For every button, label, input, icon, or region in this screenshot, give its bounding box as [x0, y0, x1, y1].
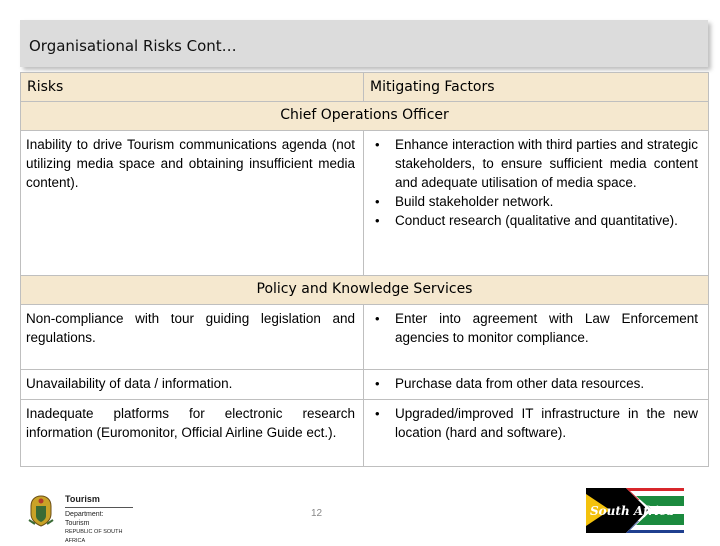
mitigation-item: • Enhance interaction with third parties and strategic stakeholders, to ensure sufficient media content and adequate utilisation of media space. — [375, 137, 698, 190]
bullet-icon: • — [375, 194, 380, 209]
risk-cell: Inadequate platforms for electronic research information (Euromonitor, Official Airline Guide ect.). — [21, 400, 364, 467]
bullet-icon: • — [375, 406, 380, 421]
mitigation-item: • Upgraded/improved IT infrastructure in the new location (hard and software). — [375, 406, 698, 440]
mitigation-cell — [364, 305, 709, 370]
section-header: Chief Operations Officer — [21, 102, 709, 131]
svg-text:South Africa: South Africa — [590, 504, 675, 518]
bullet-icon: • — [375, 137, 380, 152]
risks-column-header: Risks — [21, 73, 364, 102]
mitigation-item: • Build stakeholder network. — [375, 194, 554, 209]
mitigation-cell — [364, 370, 709, 400]
tourism-department-logo — [25, 491, 143, 544]
mitigating-column-header: Mitigating Factors — [364, 73, 709, 102]
slide-title-bar — [20, 20, 708, 67]
dept-name: Tourism — [65, 494, 100, 504]
mitigation-cell — [364, 131, 709, 276]
bullet-icon: • — [375, 376, 380, 391]
risk-table — [20, 72, 709, 467]
dept-line3: REPUBLIC OF SOUTH AFRICA — [65, 529, 123, 544]
table-row — [21, 370, 709, 400]
mitigation-cell — [364, 400, 709, 467]
table-row — [21, 131, 709, 276]
dept-line1: Department: — [65, 511, 104, 518]
table-row — [21, 400, 709, 467]
page-number: 12 — [311, 508, 323, 519]
bullet-icon: • — [375, 213, 380, 228]
slide-title: Organisational Risks Cont… — [29, 37, 237, 55]
dept-line2: Tourism — [65, 520, 90, 527]
table-row — [21, 305, 709, 370]
risk-cell: Inability to drive Tourism communications agenda (not utilizing media space and obtaining insufficient media content). — [21, 131, 364, 276]
section-header: Policy and Knowledge Services — [21, 276, 709, 305]
mitigation-item: • Enter into agreement with Law Enforcement agencies to monitor compliance. — [375, 311, 698, 345]
divider — [65, 507, 133, 508]
risk-cell: Unavailability of data / information. — [21, 370, 364, 400]
risk-cell: Non-compliance with tour guiding legislation and regulations. — [21, 305, 364, 370]
coat-of-arms-icon — [25, 494, 57, 528]
south-africa-brand-logo — [586, 488, 684, 533]
bullet-icon: • — [375, 311, 380, 326]
mitigation-item: • Purchase data from other data resources. — [375, 376, 645, 391]
mitigation-item: • Conduct research (qualitative and quantitative). — [375, 213, 678, 228]
